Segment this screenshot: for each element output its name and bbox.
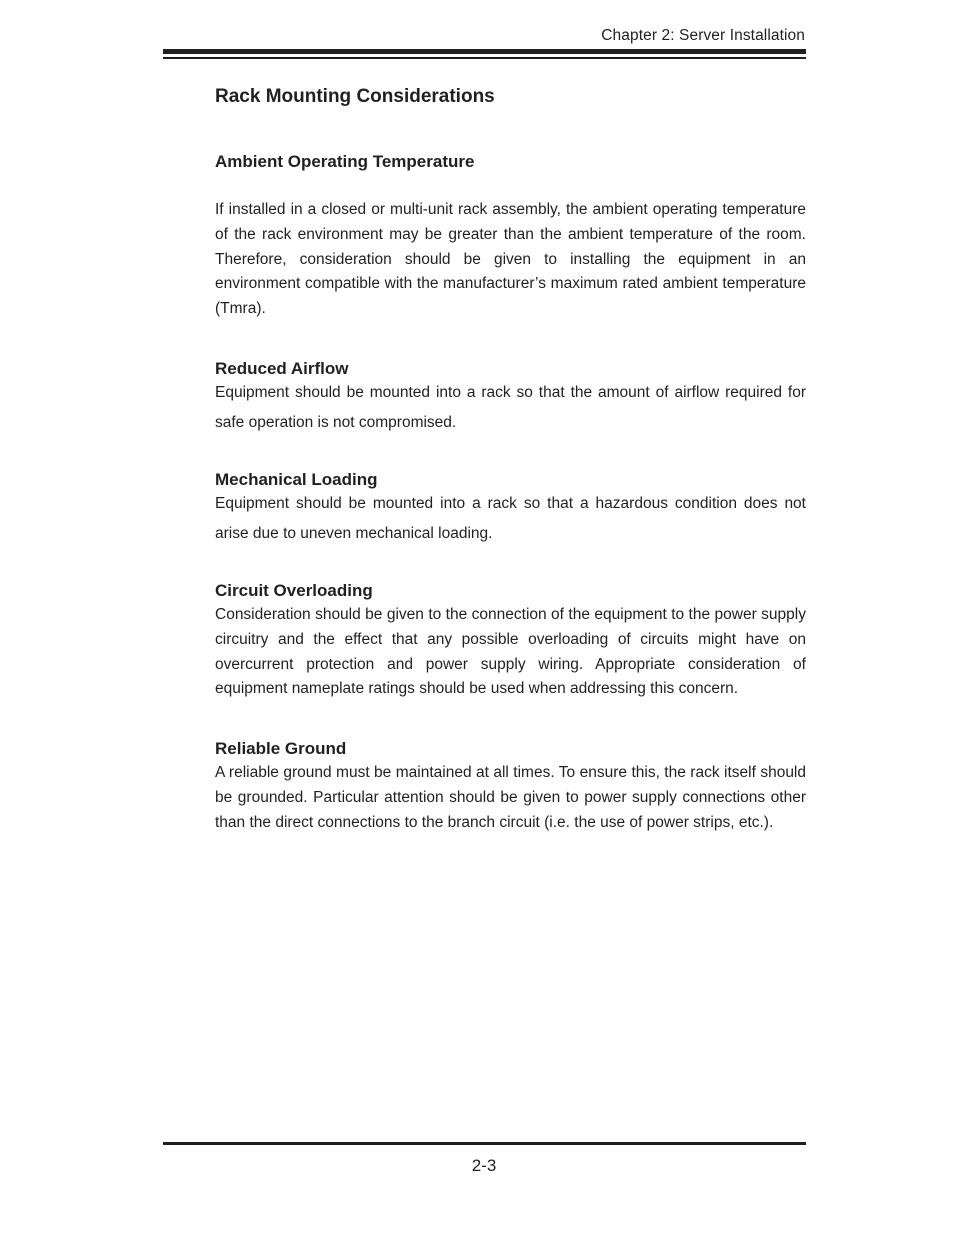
header-rule-thick xyxy=(163,49,806,54)
subsection-reduced-airflow xyxy=(215,356,806,438)
subsection-circuit-overloading xyxy=(215,578,806,708)
subsection-mechanical-loading xyxy=(215,467,806,549)
running-header: Chapter 2: Server Installation xyxy=(601,27,805,44)
subsection-body: Equipment should be mounted into a rack so that a hazardous condition does not arise due to uneven mechanical loading. xyxy=(215,494,806,542)
subsection-heading: Reduced Airflow xyxy=(215,358,349,378)
header-rule-thin xyxy=(163,57,806,59)
subsection-body: Equipment should be mounted into a rack so that the amount of airflow required for safe operation is not compromised. xyxy=(215,383,806,431)
footer-rule xyxy=(163,1142,806,1145)
subsection-ambient-temperature xyxy=(215,149,806,322)
subsection-heading: Mechanical Loading xyxy=(215,469,378,489)
page-number: 2-3 xyxy=(471,1156,497,1175)
subsection-heading: Circuit Overloading xyxy=(215,580,373,600)
page-content xyxy=(215,84,806,836)
subsection-reliable-ground xyxy=(215,736,806,835)
subsection-body: If installed in a closed or multi-unit rack assembly, the ambient operating temperature of the rack environment may be greater than the ambient temperature of the room. Therefore, consideration should be given to installing the equipment in an environment compatible with the manufacturer’s maximum rated ambient temperature (Tmra). xyxy=(215,201,806,318)
subsection-body: A reliable ground must be maintained at all times. To ensure this, the rack itself should be grounded. Particular attention should be given to power supply connections other than the direct connections to the branch circuit (i.e. the use of power strips, etc.). xyxy=(215,764,806,831)
subsection-body: Consideration should be given to the connection of the equipment to the power supply circuitry and the effect that any possible overloading of circuits might have on overcurrent protection and power supply wiring. Appropriate consideration of equipment nameplate ratings should be used when addressing this concern. xyxy=(215,605,806,698)
subsection-heading: Ambient Operating Temperature xyxy=(215,152,475,171)
subsection-heading: Reliable Ground xyxy=(215,739,347,759)
section-title: Rack Mounting Considerations xyxy=(215,86,495,107)
